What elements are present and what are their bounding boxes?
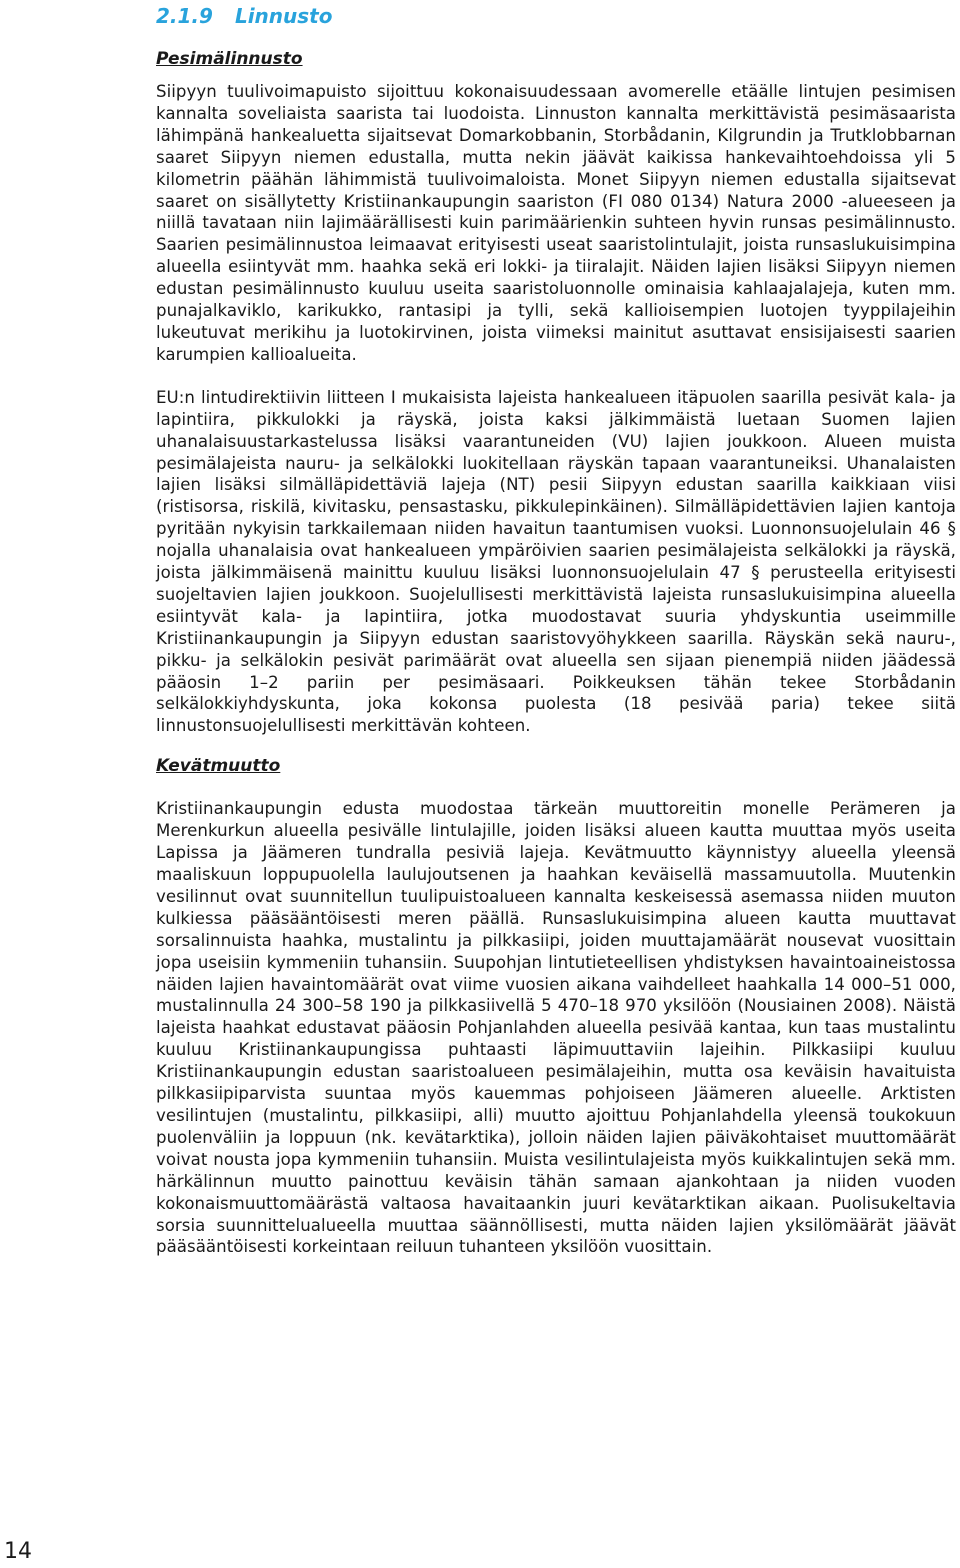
section-number: 2.1.9 bbox=[156, 4, 213, 28]
section-heading bbox=[156, 6, 956, 26]
paragraph: Siipyyn tuulivoimapuisto sijoittuu kokonaisuudessaan avomerelle etäälle lintujen pesimisen kannalta soveliaista saarista tai luodoista. Linnuston kannalta merkittävistä pesimäsaarista lähimpänä hankealuetta sijaitsevat Domarkobbanin, Storbådanin, Kilgrundin ja Trutklobbarnan saaret Siipyyn niemen edustalla, mutta nekin jäävät kaikissa hankevaihtoehdoissa yli 5 kilometrin päähän lähimmistä tuulivoimaloista. Monet Siipyyn niemen edustalla sijaitsevat saaret on sisällytetty Kristiinankaupungin saariston (FI 080 0134) Natura 2000 -alueeseen ja niillä tavataan niin lajimäärällisesti kuin parimäärienkin suhteen hyvin runsas pesimälinnusto. Saarien pesimälinnustoa leimaavat erityisesti useat saaristolintulajit, joista runsaslukuisimpina alueella esiintyvät mm. haahka sekä eri lokki- ja tiiralajit. Näiden lajien lisäksi Siipyyn niemen edustan pesimälinnusto kuuluu useita saaristoluonnolle ominaisia kahlaajalajeja, kuten mm. punajalkaviklo, karikukko, rantasipi ja tylli, sekä kallioisempien luotojen tyyppilajeihin lukeutuvat merikihu ja luotokirvinen, joista viimeksi mainitut asuttavat ensisijaisesti saarien karumpien kallioalueita. bbox=[156, 82, 956, 364]
document-page bbox=[156, 0, 956, 1258]
paragraph: Kristiinankaupungin edusta muodostaa tärkeän muuttoreitin monelle Perämeren ja Merenkurkun alueella pesivälle lintulajille, joiden lisäksi alueen kautta muuttaa myös useita Lapissa ja Jäämeren tundralla pesiviä lajeja. Kevätmuutto käynnistyy alueella yleensä maaliskuun loppupuolella laulujoutsenen ja haahkan keväisellä massamuutolla. Muutenkin vesilinnut ovat suunnitellun tuulipuistoalueen kannalta keskeisessä asemassa niiden muuton kulkiessa pääsääntöisesti meren päällä. Runsaslukuisimpina alueen kautta muuttavat sorsalinnuista haahka, mustalintu ja pilkkasiipi, joiden muuttajamäärät nousevat vuosittain jopa useisiin kymmeniin tuhansiin. Suupohjan lintutieteellisen yhdistyksen havaintoaineistossa näiden lajien havaintomäärät ovat viime vuosien aikana vaihdelleet haahkalla 14 000–51 000, mustalinnulla 24 300–58 190 ja pilkkasiivellä 5 470–18 970 yksilöön (Nousiainen 2008). Näistä lajeista haahkat edustavat pääosin Pohjanlahden alueella pesivää kantaa, kun taas mustalintu kuuluu Kristiinankaupungissa puhtaasti läpimuuttaviin lajeihin. Pilkkasiipi kuuluu Kristiinankaupungin edustan saaristoalueen pesimälajeihin, mutta osa keväisin havaituista pilkkasiipiparvista suuntaa myös kauemmas pohjoiseen Jäämeren alueelle. Arktisten vesilintujen (mustalintu, pilkkasiipi, alli) muutto ajoittuu Pohjanlahdella yleensä toukokuun puolenväliin ja loppuun (nk. kevätarktika), jolloin näiden lajien päiväkohtaiset muuttomäärät voivat nousta jopa kymmeniin tuhansiin. Muista vesilintulajeista myös kuikkalintujen sekä mm. härkälinnun muutto painottuu keväisin tähän samaan ajankohtaan ja niiden vuoden kokonaismuuttomäärästä valtaosa havaitaankin juuri kevätarktikan aikaan. Puolisukeltavia sorsia suunnittelualueella muuttaa säännöllisesti, mutta näiden lajien yksilömäärät jäävät pääsääntöisesti korkeintaan reiluun tuhanteen yksilöön vuosittain. bbox=[156, 799, 956, 1257]
subheading-pesimalinnusto: Pesimälinnusto bbox=[156, 49, 303, 69]
page-number: 14 bbox=[4, 1539, 32, 1564]
section-title: Linnusto bbox=[234, 4, 333, 28]
subheading-kevatmuutto: Kevätmuutto bbox=[156, 756, 281, 777]
paragraph: EU:n lintudirektiivin liitteen I mukaisista lajeista hankealueen itäpuolen saarilla pesivät kala- ja lapintiira, pikkulokki ja räyskä, joista kaksi jälkimmäistä luetaan Suomen lajien uhanalaisuustarkastelussa lisäksi vaarantuneiden (VU) lajien joukkoon. Alueen muista pesimälajeista nauru- ja selkälokki luokitellaan räyskän tapaan vaarantuneiksi. Uhanalaisten lajien lisäksi silmälläpidettäviä lajeja (NT) pesii Siipyyn edustan saarilla kaikkiaan viisi (ristisorsa, riskilä, kivitasku, pensastasku, pikkulepinkäinen). Silmälläpidettävien lajien kantoja pyritään nykyisin tarkkailemaan niiden havaitun taantumisen vuoksi. Luonnonsuojelulain 46 § nojalla uhanalaisia ovat hankealueen ympäröivien saarien pesimälajeista selkälokki ja räyskä, joista jälkimmäisenä mainittu kuuluu lisäksi luonnonsuojelulain 47 § perusteella erityisesti suojeltavien lajien joukkoon. Suojelullisesti merkittävistä lajeista runsaslukuisimpina alueella esiintyvät kala- ja lapintiira, jotka muodostavat suuria yhdyskuntia useimmille Kristiinankaupungin ja Siipyyn edustan saaristovyöhykkeen saarilla. Räyskän sekä nauru-, pikku- ja selkälokin pesivät parimäärät ovat alueella sen sijaan pienempiä niiden jäädessä pääosin 1–2 pariin per pesimäsaari. Poikkeuksen tähän tekee Storbådanin selkälokkiyhdyskunta, joka kokonsa puolesta (18 pesivää paria) tekee siitä linnustonsuojelullisesti merkittävän kohteen. bbox=[156, 387, 956, 736]
